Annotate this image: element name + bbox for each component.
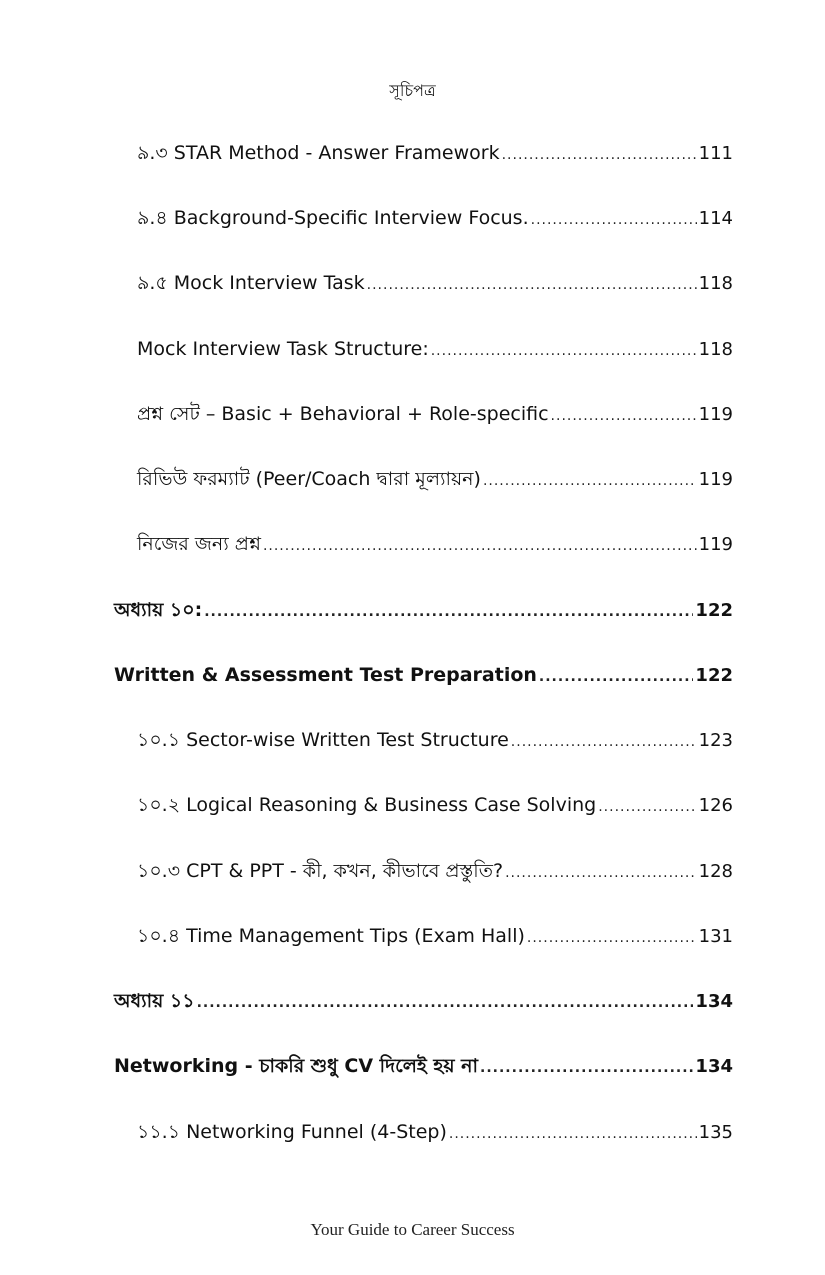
toc-chapter-entry[interactable] [114, 1052, 733, 1082]
toc-entry-title: নিজের জন্য প্রশ্ন [137, 533, 261, 555]
toc-entry-page: 128 [698, 861, 733, 882]
toc-entry-title: Mock Interview Task Structure: [137, 338, 429, 360]
toc-entry-title: ৯.৫ Mock Interview Task [137, 272, 365, 294]
toc-entry-page: 134 [695, 991, 733, 1012]
toc-entry[interactable] [137, 857, 733, 887]
toc-entry-page: 111 [698, 143, 733, 164]
toc-entry[interactable] [137, 204, 733, 234]
toc-entry[interactable] [137, 335, 733, 365]
dot-leader [551, 402, 697, 430]
toc-entry-page: 135 [698, 1122, 733, 1143]
toc-entry[interactable] [137, 269, 733, 299]
dot-leader [539, 663, 694, 691]
toc-entry-page: 123 [698, 730, 733, 751]
dot-leader [511, 728, 697, 756]
dot-leader [531, 206, 697, 234]
toc-entry-page: 134 [695, 1056, 733, 1077]
toc-entry-page: 118 [698, 273, 733, 294]
toc-entry-title: প্রশ্ন সেট – Basic + Behavioral + Role-specific [137, 403, 549, 425]
toc-entry[interactable] [137, 726, 733, 756]
toc-entry-title: ৯.৪ Background-Specific Interview Focus. [137, 207, 529, 229]
dot-leader [204, 598, 693, 626]
toc-entry-title: ১০.১ Sector-wise Written Test Structure [137, 729, 509, 751]
toc-entry-title: ১০.৪ Time Management Tips (Exam Hall) [137, 925, 525, 947]
dot-leader [527, 924, 697, 952]
dot-leader [480, 1054, 693, 1082]
toc-entry-page: 126 [698, 795, 733, 816]
toc-entry-page: 114 [698, 208, 733, 229]
toc-entry-title: ১০.২ Logical Reasoning & Business Case Solving [137, 794, 597, 816]
dot-leader [598, 793, 696, 821]
dot-leader [449, 1120, 697, 1148]
toc-entry[interactable] [137, 465, 733, 495]
toc-entry[interactable] [137, 791, 733, 821]
toc-entry-title: ১০.৩ CPT & PPT - কী, কখন, কীভাবে প্রস্তুতি? [137, 860, 504, 882]
toc-entry[interactable] [137, 922, 733, 952]
toc-entry-page: 119 [698, 534, 733, 555]
toc-entry-title: রিভিউ ফরম্যাট (Peer/Coach দ্বারা মূল্যায়ন) [137, 468, 481, 490]
dot-leader [367, 271, 697, 299]
toc-chapter-entry[interactable] [114, 661, 733, 691]
toc-entry-page: 131 [698, 926, 733, 947]
toc-entry-page: 122 [695, 665, 733, 686]
toc-entry[interactable] [137, 530, 733, 560]
dot-leader [431, 337, 697, 365]
dot-leader [483, 467, 697, 495]
toc-entry-page: 119 [698, 469, 733, 490]
dot-leader [505, 859, 697, 887]
toc-entry-page: 119 [698, 404, 733, 425]
toc-entry-page: 118 [698, 339, 733, 360]
toc-entry[interactable] [137, 139, 733, 169]
toc-chapter-entry[interactable] [114, 596, 733, 626]
toc-entry[interactable] [137, 400, 733, 430]
dot-leader [197, 989, 694, 1017]
toc-entry-title: ১১.১ Networking Funnel (4-Step) [137, 1121, 447, 1143]
toc-entry-title: ৯.৩ STAR Method - Answer Framework [137, 142, 500, 164]
toc-entry-title: Networking - চাকরি শুধু CV দিলেই হয় না [114, 1055, 479, 1077]
toc-chapter-entry[interactable] [114, 987, 733, 1017]
toc-entry-title: Written & Assessment Test Preparation [114, 664, 537, 686]
toc-entry-title: অধ্যায় ১০: [114, 599, 203, 621]
toc-entry-title: অধ্যায় ১১ [114, 990, 195, 1012]
toc-entry[interactable] [137, 1118, 733, 1148]
toc-entry-page: 122 [695, 600, 733, 621]
dot-leader [263, 532, 697, 560]
page-header-title: সূচিপত্র [389, 81, 436, 100]
page-footer: Your Guide to Career Success [310, 1220, 515, 1239]
dot-leader [502, 141, 697, 169]
